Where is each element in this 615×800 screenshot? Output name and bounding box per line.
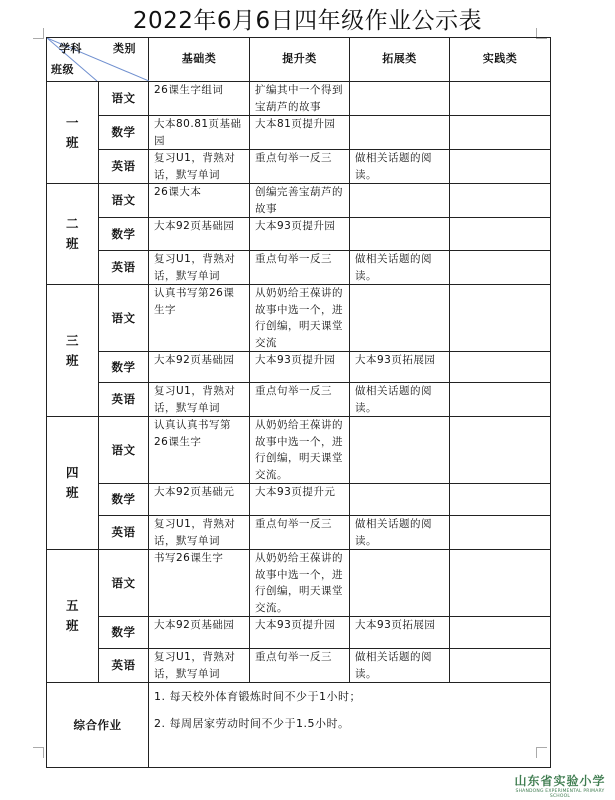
practice-homework-cell [450, 150, 551, 184]
table-row [47, 116, 551, 150]
practice-homework-cell [450, 417, 551, 484]
crop-mark [33, 747, 44, 758]
class-name-cell: 五 班 [47, 550, 99, 683]
extend-homework-cell [350, 484, 450, 516]
school-logo-name: 山东省实验小学 [514, 774, 606, 788]
table-row [47, 218, 551, 251]
extend-homework-cell: 做相关话题的阅读。 [350, 383, 450, 417]
table-row [47, 617, 551, 649]
improve-homework-cell: 从奶奶给王葆讲的故事中选一个，进行创编，明天课堂交流。 [250, 550, 350, 617]
subject-cell: 英语 [99, 516, 149, 550]
comprehensive-item: 1. 每天校外体育锻炼时间不少于1小时； [154, 690, 361, 703]
basic-homework-cell: 26课大本 [149, 184, 250, 218]
class-name-cell: 二 班 [47, 184, 99, 285]
page-title: 2022年6月6日四年级作业公示表 [132, 8, 483, 34]
column-header-practice: 实践类 [450, 38, 551, 82]
practice-homework-cell [450, 82, 551, 116]
improve-homework-cell: 从奶奶给王葆讲的故事中选一个，进行创编，明天课堂交流。 [250, 417, 350, 484]
improve-homework-cell: 大本93页提升元 [250, 484, 350, 516]
improve-homework-cell: 重点句举一反三 [250, 150, 350, 184]
table-row [47, 484, 551, 516]
header-row [47, 38, 551, 82]
subject-cell: 语文 [99, 184, 149, 218]
subject-cell: 语文 [99, 82, 149, 116]
improve-homework-cell: 扩编其中一个得到宝葫芦的故事 [250, 82, 350, 116]
improve-homework-cell: 大本93页提升园 [250, 352, 350, 383]
extend-homework-cell: 做相关话题的阅读。 [350, 251, 450, 285]
improve-homework-cell: 重点句举一反三 [250, 649, 350, 683]
practice-homework-cell [450, 383, 551, 417]
basic-homework-cell: 复习U1，背熟对话，默写单词 [149, 516, 250, 550]
extend-homework-cell: 大本93页拓展园 [350, 352, 450, 383]
basic-homework-cell: 大本92页基础园 [149, 617, 250, 649]
basic-homework-cell: 大本92页基础园 [149, 218, 250, 251]
improve-homework-cell: 创编完善宝葫芦的故事 [250, 184, 350, 218]
table-row [47, 251, 551, 285]
subject-cell: 英语 [99, 150, 149, 184]
practice-homework-cell [450, 550, 551, 617]
table-row [47, 383, 551, 417]
improve-homework-cell: 大本93页提升园 [250, 617, 350, 649]
subject-cell: 数学 [99, 218, 149, 251]
extend-homework-cell [350, 218, 450, 251]
basic-homework-cell: 复习U1，背熟对话，默写单词 [149, 251, 250, 285]
extend-homework-cell: 做相关话题的阅读。 [350, 516, 450, 550]
improve-homework-cell: 大本81页提升园 [250, 116, 350, 150]
table-row [47, 82, 551, 116]
subject-cell: 语文 [99, 285, 149, 352]
basic-homework-cell: 大本80.81页基础园 [149, 116, 250, 150]
comprehensive-label: 综合作业 [47, 683, 149, 768]
improve-homework-cell: 重点句举一反三 [250, 516, 350, 550]
subject-cell: 语文 [99, 417, 149, 484]
practice-homework-cell [450, 617, 551, 649]
basic-homework-cell: 复习U1，背熟对话，默写单词 [149, 383, 250, 417]
extend-homework-cell: 做相关话题的阅读。 [350, 150, 450, 184]
diagonal-header-cell [47, 38, 149, 82]
improve-homework-cell: 从奶奶给王葆讲的故事中选一个，进行创编，明天课堂交流 [250, 285, 350, 352]
table-row [47, 516, 551, 550]
subject-cell: 数学 [99, 116, 149, 150]
class-name-cell: 一 班 [47, 82, 99, 184]
subject-label: 学科 [59, 42, 82, 55]
comprehensive-row [47, 683, 551, 768]
basic-homework-cell: 认真认真书写第26课生字 [149, 417, 250, 484]
subject-cell: 数学 [99, 484, 149, 516]
basic-homework-cell: 复习U1，背熟对话，默写单词 [149, 150, 250, 184]
table-row [47, 285, 551, 352]
basic-homework-cell: 书写26课生字 [149, 550, 250, 617]
table-row [47, 417, 551, 484]
extend-homework-cell [350, 184, 450, 218]
subject-cell: 语文 [99, 550, 149, 617]
practice-homework-cell [450, 285, 551, 352]
basic-homework-cell: 认真书写第26课生字 [149, 285, 250, 352]
basic-homework-cell: 大本92页基础园 [149, 352, 250, 383]
column-header-basic: 基础类 [149, 38, 250, 82]
basic-homework-cell: 26课生字组词 [149, 82, 250, 116]
practice-homework-cell [450, 251, 551, 285]
extend-homework-cell: 做相关话题的阅读。 [350, 649, 450, 683]
table-row [47, 550, 551, 617]
extend-homework-cell [350, 82, 450, 116]
subject-cell: 英语 [99, 383, 149, 417]
improve-homework-cell: 重点句举一反三 [250, 251, 350, 285]
table-row [47, 184, 551, 218]
school-logo-english: SHANDONG EXPERIMENTAL PRIMARY SCHOOL [515, 789, 605, 799]
practice-homework-cell [450, 352, 551, 383]
class-name-cell: 三 班 [47, 285, 99, 417]
comprehensive-item: 2. 每周居家劳动时间不少于1.5小时。 [154, 716, 350, 730]
class-label: 班级 [51, 63, 74, 76]
comprehensive-content [149, 683, 551, 768]
class-name-cell: 四 班 [47, 417, 99, 550]
practice-homework-cell [450, 218, 551, 251]
basic-homework-cell: 复习U1，背熟对话，默写单词 [149, 649, 250, 683]
column-header-extend: 拓展类 [350, 38, 450, 82]
homework-table [46, 37, 551, 768]
extend-homework-cell [350, 417, 450, 484]
category-label: 类别 [113, 42, 136, 55]
table-row [47, 649, 551, 683]
subject-cell: 英语 [99, 649, 149, 683]
subject-cell: 数学 [99, 352, 149, 383]
practice-homework-cell [450, 184, 551, 218]
school-logo [512, 772, 608, 799]
improve-homework-cell: 重点句举一反三 [250, 383, 350, 417]
basic-homework-cell: 大本92页基础元 [149, 484, 250, 516]
practice-homework-cell [450, 516, 551, 550]
extend-homework-cell [350, 550, 450, 617]
practice-homework-cell [450, 649, 551, 683]
improve-homework-cell: 大本93页提升园 [250, 218, 350, 251]
practice-homework-cell [450, 484, 551, 516]
subject-cell: 数学 [99, 617, 149, 649]
table-row [47, 150, 551, 184]
extend-homework-cell: 大本93页拓展园 [350, 617, 450, 649]
crop-mark [33, 28, 44, 39]
table-row [47, 352, 551, 383]
extend-homework-cell [350, 285, 450, 352]
practice-homework-cell [450, 116, 551, 150]
column-header-improve: 提升类 [250, 38, 350, 82]
subject-cell: 英语 [99, 251, 149, 285]
extend-homework-cell [350, 116, 450, 150]
